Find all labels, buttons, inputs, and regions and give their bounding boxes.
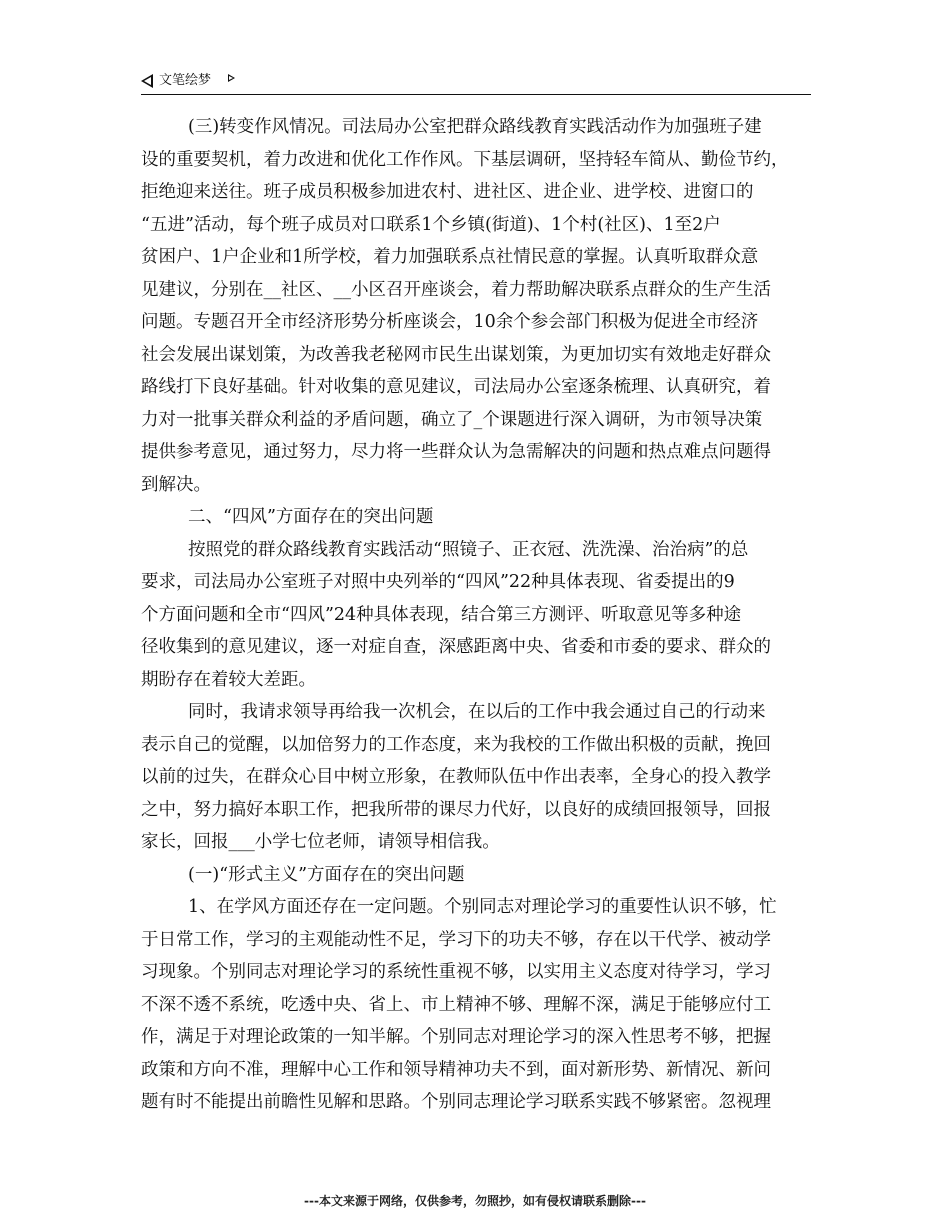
text-line: 设的重要契机，着力改进和优化工作作风。下基层调研，坚持轻车简从、勤俭节约， xyxy=(141,149,789,170)
text-line: 径收集到的意见建议，逐一对症自查，深感距离中央、省委和市委的要求、群众的 xyxy=(141,637,771,657)
text-line: 路线打下良好基础。针对收集的意见建议，司法局办公室逐条梳理、认真研究，着 xyxy=(141,377,771,397)
text-line: “五进”活动，每个班子成员对口联系1个乡镇(街道)、1个村(社区)、1至2户 xyxy=(141,214,721,235)
text-line: 问题。专题召开全市经济形势分析座谈会，10余个参会部门积极为促进全市经济 xyxy=(141,312,759,332)
paragraph xyxy=(141,111,811,501)
text-line: 于日常工作，学习的主观能动性不足，学习下的功夫不够，存在以干代学、被动学 xyxy=(141,929,771,950)
page-header xyxy=(141,72,811,94)
text-line: 不深不透不系统，吃透中央、省上、市上精神不够、理解不深，满足于能够应付工 xyxy=(141,994,771,1015)
document-body xyxy=(141,111,811,1119)
text-line: 以前的过失，在群众心目中树立形象，在教师队伍中作出表率，全身心的投入教学 xyxy=(141,767,771,787)
text-line: 提供参考意见，通过努力，尽力将一些群众认为急需解决的问题和热点难点问题得 xyxy=(141,442,771,462)
paragraph xyxy=(141,696,811,859)
text-line: 表示自己的觉醒，以加倍努力的工作态度，来为我校的工作做出积极的贡献，挽回 xyxy=(141,734,771,755)
text-line: 家长，回报___小学七位老师，请领导相信我。 xyxy=(141,832,500,852)
text-line: 期盼存在着较大差距。 xyxy=(141,669,316,690)
text-line: 力对一批事关群众利益的矛盾问题，确立了_个课题进行深入调研，为市领导决策 xyxy=(141,409,763,430)
text-line: 到解决。 xyxy=(141,474,211,495)
header-title: 文笔绘梦 xyxy=(159,73,212,88)
text-line: (三)转变作风情况。司法局办公室把群众路线教育实践活动作为加强班子建 xyxy=(188,117,762,137)
text-line: 同时，我请求领导再给我一次机会，在以后的工作中我会通过自己的行动来 xyxy=(188,702,766,722)
text-line: 见建议，分别在__社区、__小区召开座谈会，着力帮助解决联系点群众的生产生活 xyxy=(141,279,771,300)
text-line: (一)“形式主义”方面存在的突出问题 xyxy=(188,864,465,885)
text-line: 作，满足于对理论政策的一知半解。个别同志对理论学习的深入性思考不够，把握 xyxy=(141,1027,771,1047)
text-line: 题有时不能提出前瞻性见解和思路。个别同志理论学习联系实践不够紧密。忽视理 xyxy=(141,1092,771,1112)
text-line: 之中，努力搞好本职工作，把我所带的课尽力代好，以良好的成绩回报领导，回报 xyxy=(141,799,771,820)
header-divider xyxy=(141,94,811,95)
text-line: 1、在学风方面还存在一定问题。个别同志对理论学习的重要性认识不够，忙 xyxy=(188,897,777,917)
text-line: 习现象。个别同志对理论学习的系统性重视不够，以实用主义态度对待学习，学习 xyxy=(141,962,771,982)
text-line: 拒绝迎来送往。班子成员积极参加进农村、进社区、进企业、进学校、进窗口的 xyxy=(141,182,754,202)
paragraph xyxy=(141,891,811,1119)
text-line: 政策和方向不准，理解中心工作和领导精神功夫不到，面对新形势、新情况、新问 xyxy=(141,1059,771,1080)
paragraph xyxy=(141,534,811,697)
text-line: 二、“四风”方面存在的突出问题 xyxy=(188,507,434,527)
text-line: 社会发展出谋划策，为改善我老秘网市民生出谋划策，为更加切实有效地走好群众 xyxy=(141,344,771,365)
text-line: 个方面问题和全市“四风”24种具体表现，结合第三方测评、听取意见等多种途 xyxy=(141,604,742,625)
text-line: 贫困户、1户企业和1所学校，着力加强联系点社情民意的掌握。认真听取群众意 xyxy=(141,247,759,267)
section-heading xyxy=(141,501,811,534)
section-subheading xyxy=(141,859,811,892)
text-line: 要求，司法局办公室班子对照中央列举的“四风”22种具体表现、省委提出的9 xyxy=(141,572,735,592)
text-line: 按照党的群众路线教育实践活动“照镜子、正衣冠、洗洗澡、治治病”的总 xyxy=(188,539,749,560)
footer-disclaimer: ---本文来源于网络，仅供参考，勿照抄，如有侵权请联系删除--- xyxy=(304,1194,646,1208)
